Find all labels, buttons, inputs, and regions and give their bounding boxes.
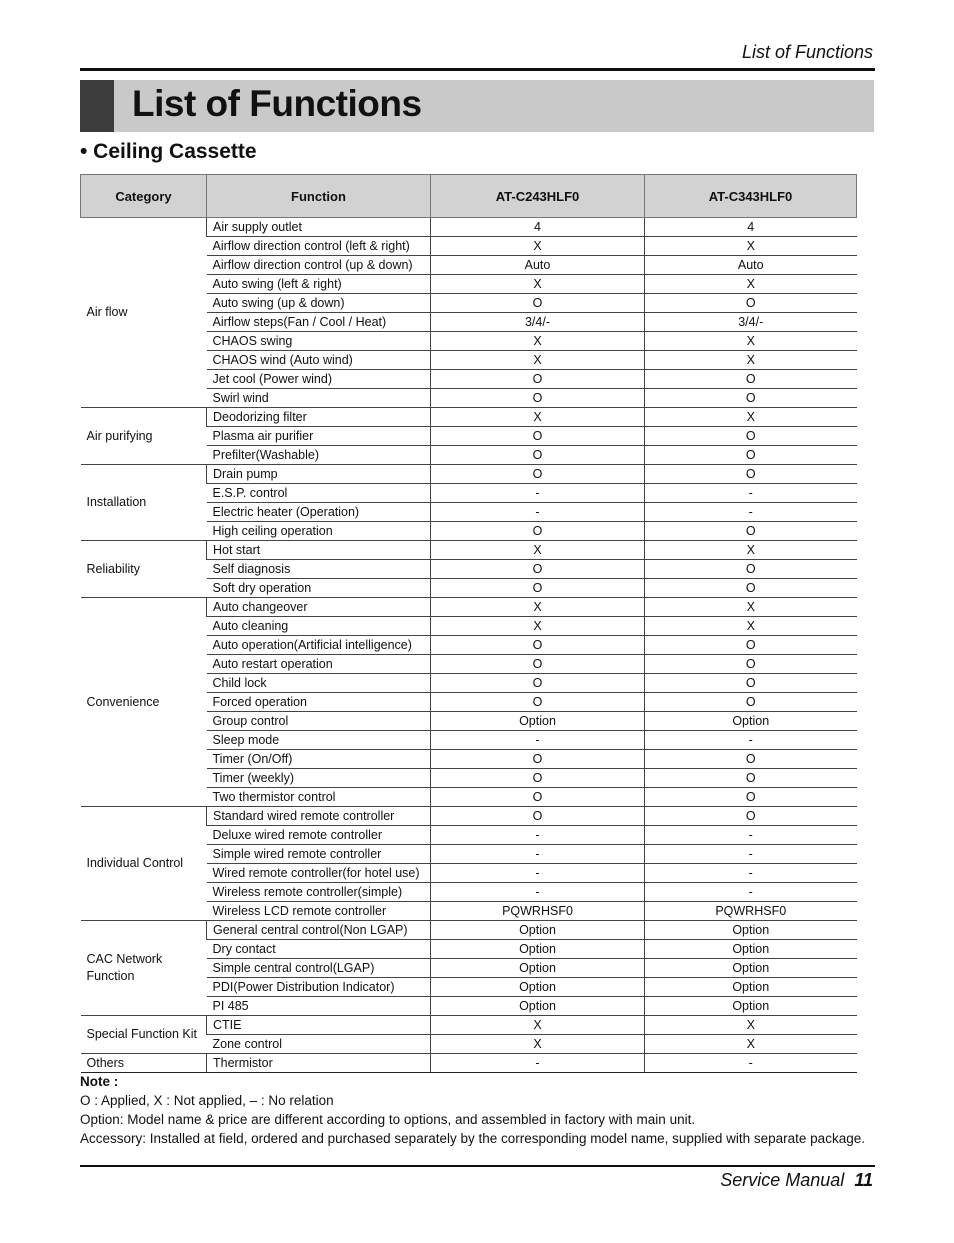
table-header-row — [81, 175, 857, 218]
model-2-value-cell: O — [645, 579, 857, 598]
model-1-value-cell: - — [431, 845, 645, 864]
column-header-function: Function — [207, 175, 431, 218]
model-1-value-cell: O — [431, 655, 645, 674]
model-2-value-cell: O — [645, 465, 857, 484]
model-2-value-cell: - — [645, 883, 857, 902]
model-1-value-cell: O — [431, 636, 645, 655]
model-1-value-cell: O — [431, 788, 645, 807]
category-cell: Installation — [81, 465, 207, 541]
category-cell: Special Function Kit — [81, 1016, 207, 1054]
model-2-value-cell: O — [645, 807, 857, 826]
model-1-value-cell: 3/4/- — [431, 313, 645, 332]
model-1-value-cell: O — [431, 389, 645, 408]
function-cell: CTIE — [207, 1016, 431, 1035]
function-cell: Dry contact — [207, 940, 431, 959]
category-cell: Air purifying — [81, 408, 207, 465]
function-cell: Auto operation(Artificial intelligence) — [207, 636, 431, 655]
function-cell: General central control(Non LGAP) — [207, 921, 431, 940]
function-cell: Thermistor — [207, 1054, 431, 1073]
function-cell: Jet cool (Power wind) — [207, 370, 431, 389]
function-cell: High ceiling operation — [207, 522, 431, 541]
table-row — [81, 408, 857, 427]
model-2-value-cell: Option — [645, 959, 857, 978]
model-1-value-cell: Option — [431, 940, 645, 959]
function-cell: PDI(Power Distribution Indicator) — [207, 978, 431, 997]
function-cell: Self diagnosis — [207, 560, 431, 579]
note-line: Accessory: Installed at field, ordered and purchased separately by the corresponding model name, supplied with separate package. — [80, 1131, 865, 1146]
title-bar — [80, 80, 874, 132]
model-1-value-cell: Option — [431, 997, 645, 1016]
model-1-value-cell: O — [431, 427, 645, 446]
model-2-value-cell: X — [645, 541, 857, 560]
function-cell: Wireless LCD remote controller — [207, 902, 431, 921]
model-2-value-cell: - — [645, 731, 857, 750]
function-cell: Airflow steps(Fan / Cool / Heat) — [207, 313, 431, 332]
function-cell: Simple wired remote controller — [207, 845, 431, 864]
model-1-value-cell: O — [431, 674, 645, 693]
function-cell: Sleep mode — [207, 731, 431, 750]
function-cell: CHAOS wind (Auto wind) — [207, 351, 431, 370]
function-cell: Wired remote controller(for hotel use) — [207, 864, 431, 883]
model-2-value-cell: O — [645, 636, 857, 655]
model-1-value-cell: - — [431, 484, 645, 503]
model-2-value-cell: Option — [645, 940, 857, 959]
function-cell: CHAOS swing — [207, 332, 431, 351]
function-cell: Zone control — [207, 1035, 431, 1054]
model-2-value-cell: - — [645, 864, 857, 883]
model-2-value-cell: O — [645, 522, 857, 541]
function-cell: Air supply outlet — [207, 218, 431, 237]
category-cell: CAC Network Function — [81, 921, 207, 1016]
model-2-value-cell: Auto — [645, 256, 857, 275]
function-cell: Hot start — [207, 541, 431, 560]
function-table — [80, 174, 857, 1073]
model-1-value-cell: Option — [431, 978, 645, 997]
model-1-value-cell: - — [431, 1054, 645, 1073]
function-cell: Swirl wind — [207, 389, 431, 408]
running-header-title: List of Functions — [741, 42, 873, 62]
model-1-value-cell: X — [431, 408, 645, 427]
note-label: Note : — [80, 1074, 119, 1089]
model-1-value-cell: - — [431, 503, 645, 522]
model-1-value-cell: X — [431, 1035, 645, 1054]
function-cell: Drain pump — [207, 465, 431, 484]
model-2-value-cell: O — [645, 446, 857, 465]
page-number: 11 — [854, 1170, 873, 1190]
model-1-value-cell: O — [431, 446, 645, 465]
table-row — [81, 921, 857, 940]
function-cell: Auto swing (up & down) — [207, 294, 431, 313]
model-2-value-cell: Option — [645, 712, 857, 731]
model-1-value-cell: Auto — [431, 256, 645, 275]
model-2-value-cell: X — [645, 408, 857, 427]
function-cell: Simple central control(LGAP) — [207, 959, 431, 978]
model-2-value-cell: - — [645, 1054, 857, 1073]
footer — [720, 1170, 873, 1191]
model-1-value-cell: PQWRHSF0 — [431, 902, 645, 921]
model-1-value-cell: Option — [431, 712, 645, 731]
header-rule — [80, 68, 875, 71]
function-cell: Forced operation — [207, 693, 431, 712]
model-2-value-cell: O — [645, 693, 857, 712]
title-accent-block — [80, 80, 114, 132]
function-cell: Airflow direction control (left & right) — [207, 237, 431, 256]
note-block — [80, 1072, 880, 1148]
model-1-value-cell: X — [431, 351, 645, 370]
note-line: O : Applied, X : Not applied, – : No relation — [80, 1093, 334, 1108]
function-cell: Deodorizing filter — [207, 408, 431, 427]
model-1-value-cell: O — [431, 522, 645, 541]
model-1-value-cell: X — [431, 275, 645, 294]
model-1-value-cell: X — [431, 332, 645, 351]
model-2-value-cell: Option — [645, 921, 857, 940]
model-2-value-cell: - — [645, 484, 857, 503]
model-1-value-cell: X — [431, 1016, 645, 1035]
model-1-value-cell: - — [431, 826, 645, 845]
function-cell: Prefilter(Washable) — [207, 446, 431, 465]
model-2-value-cell: O — [645, 389, 857, 408]
function-cell: E.S.P. control — [207, 484, 431, 503]
model-1-value-cell: O — [431, 465, 645, 484]
category-cell: Others — [81, 1054, 207, 1073]
function-cell: Child lock — [207, 674, 431, 693]
function-cell: Airflow direction control (up & down) — [207, 256, 431, 275]
model-1-value-cell: O — [431, 693, 645, 712]
footer-manual-title: Service Manual — [720, 1170, 845, 1190]
model-2-value-cell: - — [645, 826, 857, 845]
category-cell: Convenience — [81, 598, 207, 807]
model-1-value-cell: Option — [431, 959, 645, 978]
model-1-value-cell: X — [431, 617, 645, 636]
model-2-value-cell: X — [645, 598, 857, 617]
model-1-value-cell: - — [431, 883, 645, 902]
column-header-model-1: AT-C243HLF0 — [431, 175, 645, 218]
model-1-value-cell: O — [431, 560, 645, 579]
function-cell: Timer (On/Off) — [207, 750, 431, 769]
table-body — [81, 218, 857, 1073]
function-cell: Electric heater (Operation) — [207, 503, 431, 522]
model-2-value-cell: O — [645, 674, 857, 693]
column-header-model-2: AT-C343HLF0 — [645, 175, 857, 218]
model-1-value-cell: X — [431, 598, 645, 617]
table-row — [81, 1054, 857, 1073]
model-1-value-cell: - — [431, 864, 645, 883]
function-cell: Auto restart operation — [207, 655, 431, 674]
function-cell: Timer (weekly) — [207, 769, 431, 788]
model-2-value-cell: X — [645, 332, 857, 351]
model-2-value-cell: X — [645, 237, 857, 256]
model-2-value-cell: X — [645, 1016, 857, 1035]
model-1-value-cell: O — [431, 807, 645, 826]
model-2-value-cell: O — [645, 294, 857, 313]
function-cell: Auto swing (left & right) — [207, 275, 431, 294]
model-2-value-cell: X — [645, 1035, 857, 1054]
model-1-value-cell: 4 — [431, 218, 645, 237]
model-2-value-cell: O — [645, 750, 857, 769]
function-cell: Plasma air purifier — [207, 427, 431, 446]
table-row — [81, 807, 857, 826]
model-2-value-cell: O — [645, 788, 857, 807]
category-cell: Individual Control — [81, 807, 207, 921]
model-1-value-cell: - — [431, 731, 645, 750]
model-1-value-cell: O — [431, 370, 645, 389]
model-2-value-cell: PQWRHSF0 — [645, 902, 857, 921]
table-row — [81, 598, 857, 617]
model-2-value-cell: O — [645, 655, 857, 674]
model-2-value-cell: Option — [645, 978, 857, 997]
function-cell: PI 485 — [207, 997, 431, 1016]
model-2-value-cell: 3/4/- — [645, 313, 857, 332]
table-row — [81, 1016, 857, 1035]
model-1-value-cell: O — [431, 750, 645, 769]
function-cell: Auto cleaning — [207, 617, 431, 636]
function-cell: Group control — [207, 712, 431, 731]
function-cell: Auto changeover — [207, 598, 431, 617]
model-2-value-cell: - — [645, 845, 857, 864]
section-title: • Ceiling Cassette — [80, 140, 257, 163]
model-2-value-cell: O — [645, 560, 857, 579]
model-2-value-cell: X — [645, 275, 857, 294]
model-2-value-cell: X — [645, 351, 857, 370]
note-line: Option: Model name & price are different according to options, and assembled in factory with main unit. — [80, 1112, 696, 1127]
model-2-value-cell: 4 — [645, 218, 857, 237]
footer-rule — [80, 1165, 875, 1167]
function-cell: Two thermistor control — [207, 788, 431, 807]
model-1-value-cell: Option — [431, 921, 645, 940]
model-1-value-cell: O — [431, 294, 645, 313]
model-2-value-cell: - — [645, 503, 857, 522]
function-cell: Wireless remote controller(simple) — [207, 883, 431, 902]
table-row — [81, 218, 857, 237]
model-1-value-cell: X — [431, 237, 645, 256]
model-1-value-cell: O — [431, 769, 645, 788]
column-header-category: Category — [81, 175, 207, 218]
table-row — [81, 541, 857, 560]
model-2-value-cell: X — [645, 617, 857, 636]
model-2-value-cell: O — [645, 769, 857, 788]
model-2-value-cell: O — [645, 427, 857, 446]
category-cell: Reliability — [81, 541, 207, 598]
model-2-value-cell: O — [645, 370, 857, 389]
table-row — [81, 465, 857, 484]
model-1-value-cell: O — [431, 579, 645, 598]
page-title: List of Functions — [132, 83, 422, 124]
function-cell: Soft dry operation — [207, 579, 431, 598]
function-cell: Deluxe wired remote controller — [207, 826, 431, 845]
model-1-value-cell: X — [431, 541, 645, 560]
model-2-value-cell: Option — [645, 997, 857, 1016]
category-cell: Air flow — [81, 218, 207, 408]
function-cell: Standard wired remote controller — [207, 807, 431, 826]
